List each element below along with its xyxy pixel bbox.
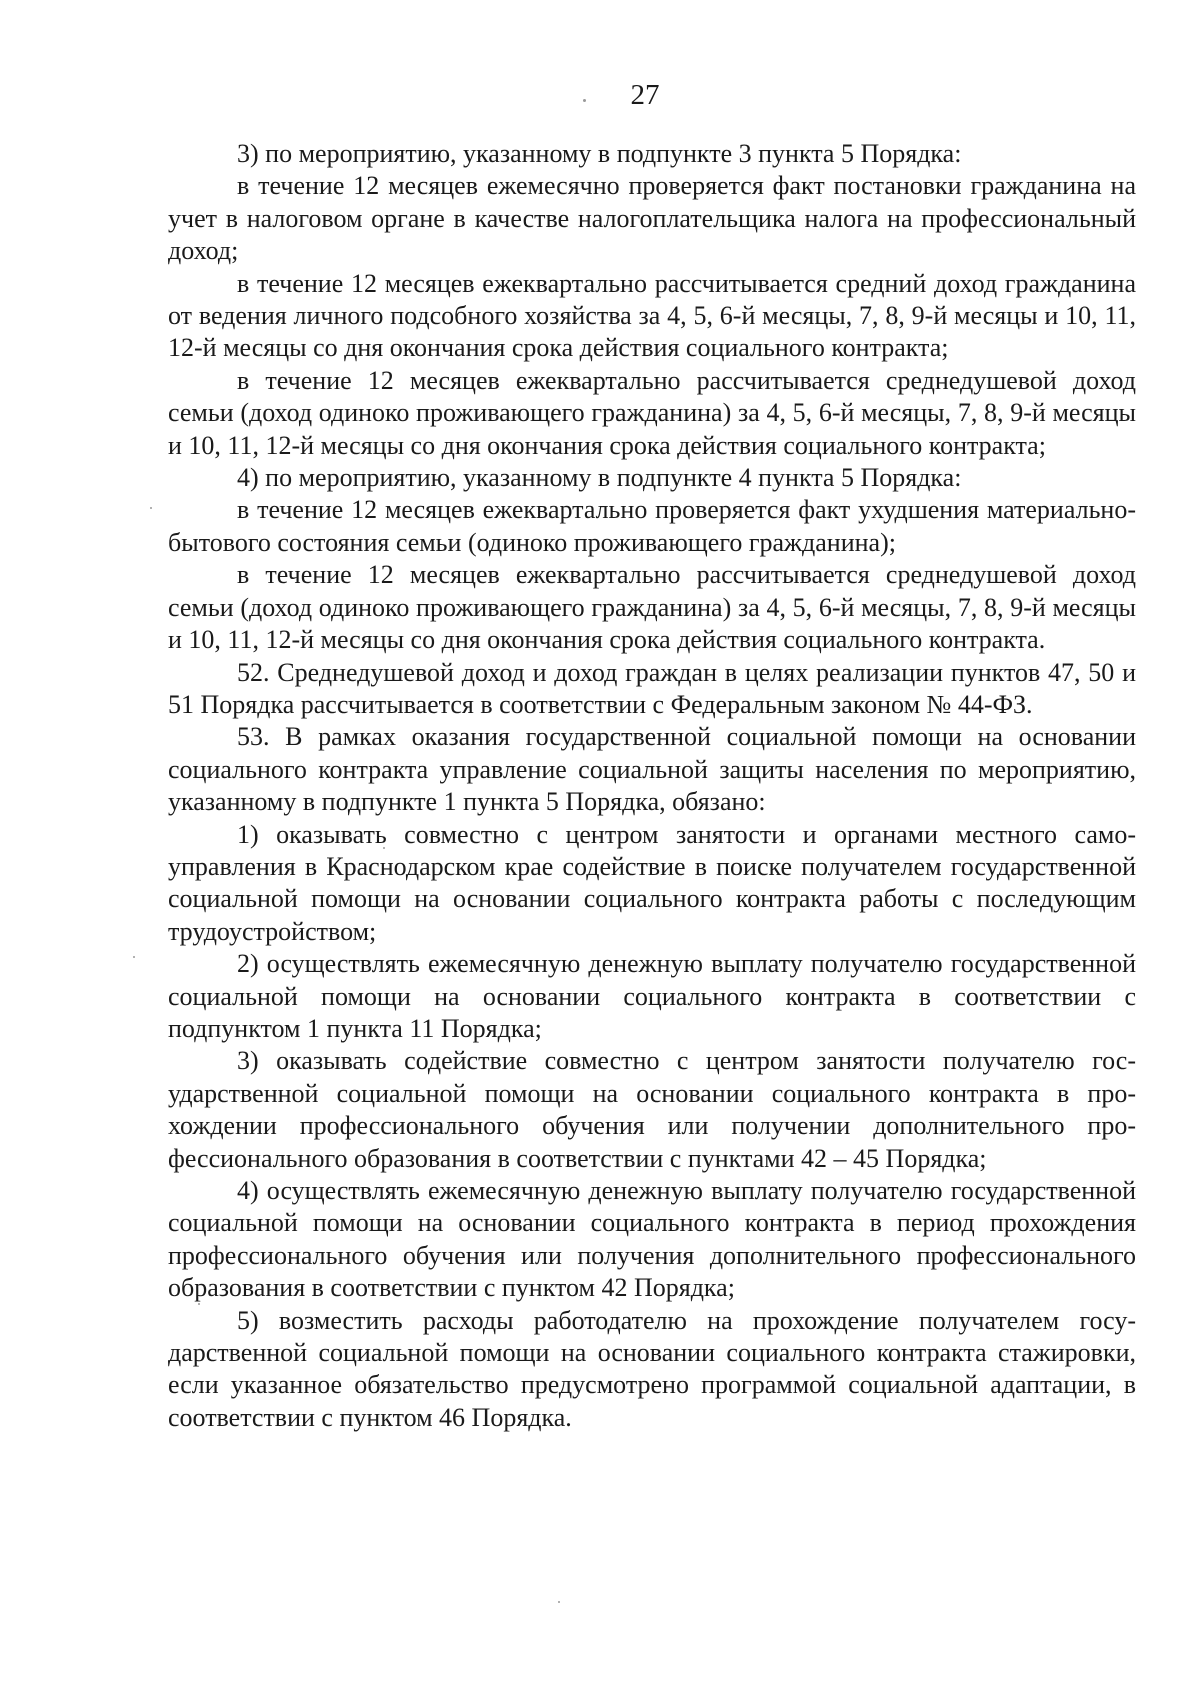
paragraph: 2) осуществлять ежемесячную денежную выплату получателю государственной социальной помощи на основании социального контракта в соответствии с подпунктом 1 пункта 11 Порядка; [168, 949, 1136, 1043]
paragraph: 3) по мероприятию, указанному в подпункте 3 пункта 5 Порядка: [237, 139, 962, 168]
paragraph: 4) осуществлять ежемесячную денежную выплату получателю государственной социальной помощи на основании социального контракта в период прохождения профессионального обучения или получения дополнительного профессионального образования в соответствии с пунктом 42 Порядка; [168, 1176, 1136, 1303]
paragraph: 5) возместить расходы работодателю на прохождение получателем государственной социальной помощи на основании социального контракта стажировки, если указанное обязательство предусмотрено программой социальной адаптации, в соответствии с пунктом 46 Порядка. [168, 1305, 1136, 1432]
page-number: 27 [630, 79, 660, 111]
scan-speck [558, 1601, 560, 1603]
scan-speck [150, 507, 152, 509]
paragraph: 4) по мероприятию, указанному в подпункте 4 пункта 5 Порядка: [237, 463, 962, 493]
paragraph: в течение 12 месяцев ежеквартально рассчитывается среднедушевой доход семьи (доход одиноко проживающего гражданина) за 4, 5, 6-й месяцы, 7, 8, 9-й месяцы и 10, 11, 12-й месяцы со дня окончания срока действия социального контракта; [168, 365, 1136, 460]
paragraph: в течение 12 месяцев ежеквартально проверяется факт ухудшения материально-бытового состояния семьи (одиноко проживающего гражданина); [168, 495, 1136, 557]
paragraph: 52. Среднедушевой доход и доход граждан в целях реализации пунктов 47, 50 и 51 Порядка рассчитывается в соответствии с Федеральным законом № 44-ФЗ. [168, 657, 1136, 719]
paragraph: 53. В рамках оказания государственной социальной помощи на основании социального контракта управление социальной защиты населения по мероприятию, указанному в подпункте 1 пункта 5 Порядка, обязано: [168, 722, 1136, 817]
document-body [168, 138, 1136, 1434]
scan-speck [133, 956, 135, 958]
paragraph: в течение 12 месяцев ежемесячно проверяется факт постановки гражданина на учет в налоговом органе в качестве налогоплательщика налога на профессиональный доход; [168, 171, 1136, 266]
paragraph: в течение 12 месяцев ежеквартально рассчитывается средний доход гражданина от ведения личного подсобного хозяйства за 4, 5, 6-й месяцы, 7, 8, 9-й месяцы и 10, 11, 12-й месяцы со дня окончания срока действия социального контракта; [168, 268, 1136, 363]
paragraph: в течение 12 месяцев ежеквартально рассчитывается среднедушевой доход семьи (доход одиноко проживающего гражданина) за 4, 5, 6-й месяцы, 7, 8, 9-й месяцы и 10, 11, 12-й месяцы со дня окончания срока действия социального контракта. [168, 560, 1136, 655]
paragraph: 3) оказывать содействие совместно с центром занятости получателю государственной социальной помощи на основании социального контракта в прохождении профессионального обучения или получении дополнительного профессионального образования в соответствии с пунктами 42 – 45 Порядка; [168, 1046, 1136, 1173]
paragraph: 1) оказывать совместно с центром занятости и органами местного самоуправления в Краснодарском крае содействие в поиске получателем государственной социальной помощи на основании социального контракта работы с последующим трудоустройством; [168, 819, 1136, 946]
